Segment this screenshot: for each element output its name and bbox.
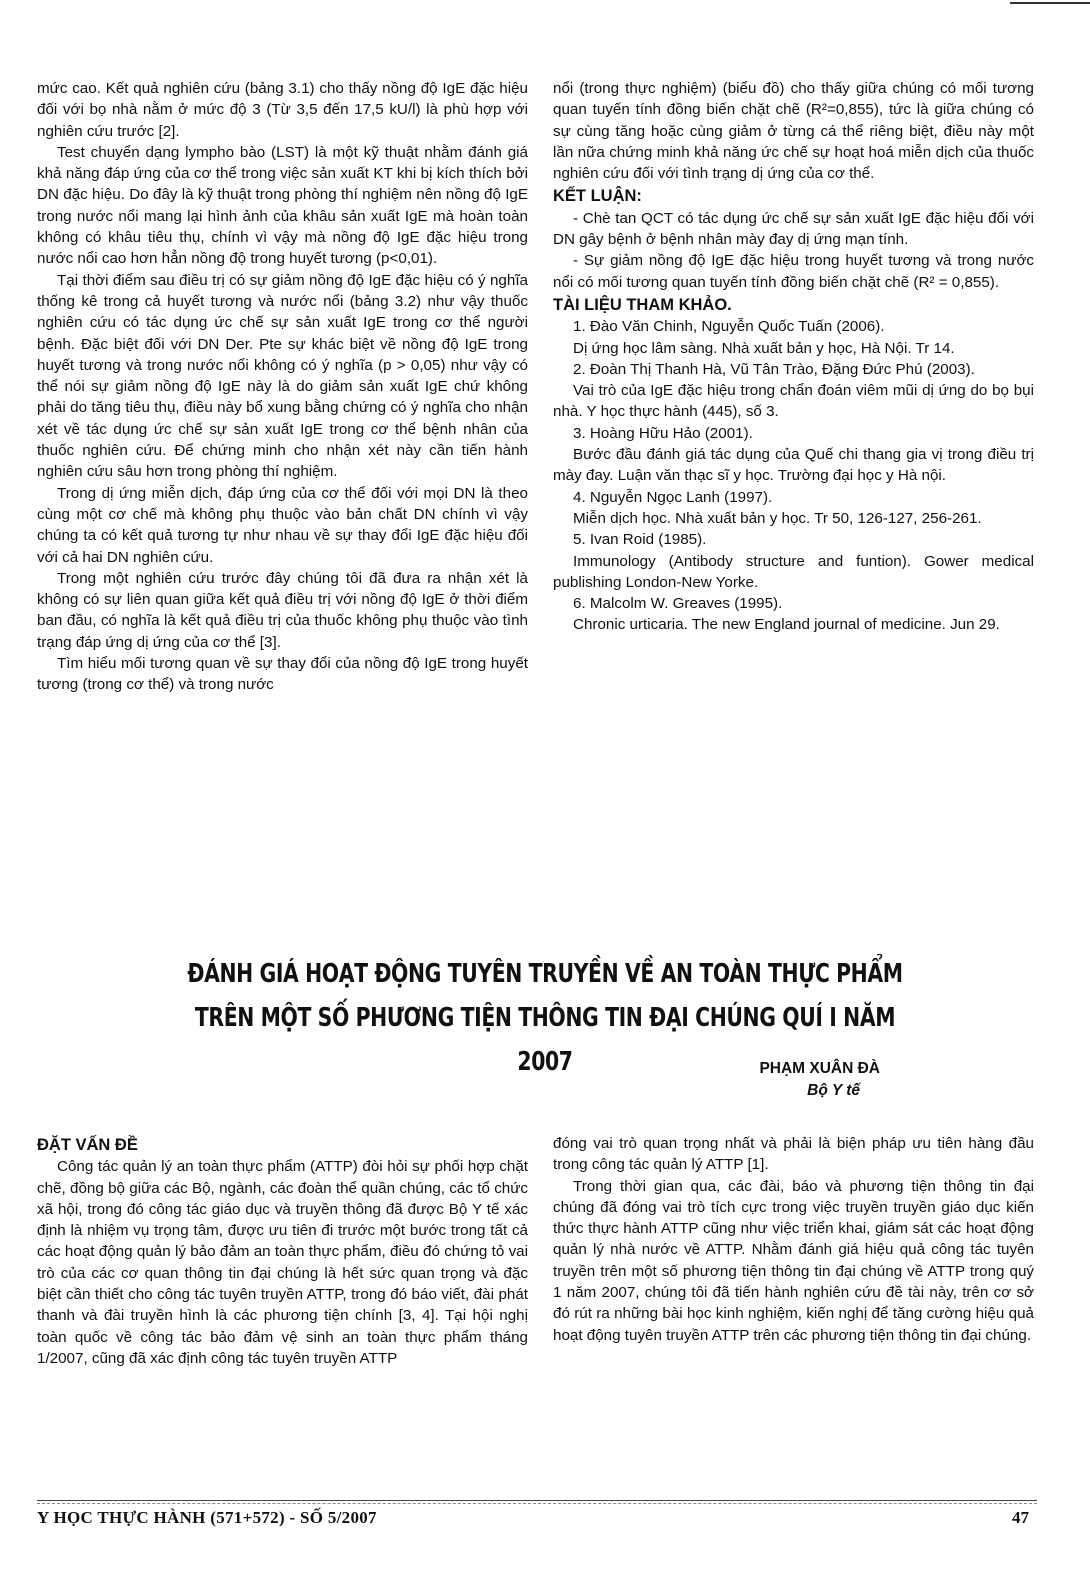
paragraph: Trong thời gian qua, các đài, báo và phương tiện thông tin đại chúng đã đóng vai trò tích cực trong việc truyền truyền giáo dục kiến thức thực hành ATTP cũng như việc triển khai, giám sát các hoạt động quản lý nhà nước về ATTP. Nhằm đánh giá hiệu quả công tác tuyên truyền trên một số phương tiện thông tin đại chúng về ATTP trong quý 1 năm 2007, chúng tôi đã tiến hành nghiên cứu đề tài này, trên cơ sở đó rút ra những bài học kinh nghiệm, kiến nghị để tăng cường hiệu quả hoạt động tuyên truyền ATTP trên các phương tiện thông tin đại chúng. [553,1177,1034,1344]
paragraph: Tại thời điểm sau điều trị có sự giảm nồng độ IgE đặc hiệu có ý nghĩa thống kê trong cả huyết tương và nước nổi (bảng 3.2) như vậy thuốc nghiên cứu có tác dụng ức chế sự sản xuất IgE trong cơ thể người bệnh. Đặc biệt đối với DN Der. Pte sự khác biệt về nồng độ IgE trong huyết tương và trong nước nổi không có ý nghĩa (p > 0,05) như vậy có thể nói sự giảm nồng độ IgE này là do giảm sản xuất IgE chứ không phải do tăng tiêu thụ, điều này bổ xung bằng chứng có ý nghĩa cho nhận xét về tác dụng ức chế sự sản xuất IgE trong cơ thể bệnh nhân của thuốc nghiên cứu. Để chứng minh cho nhận xét này cần tiến hành nghiên cứu sâu hơn trong phòng thí nghiệm. [37,271,528,481]
reference-head: 4. Nguyễn Ngọc Lanh (1997). [573,488,773,506]
reference-body: Immunology (Antibody structure and funtion). Gower medical publishing London-New Yorke. [553,552,1034,591]
paragraph: Test chuyển dạng lympho bào (LST) là một kỹ thuật nhằm đánh giá khả năng đáp ứng của cơ thể trong việc sản xuất KT khi bị kích thích bởi DN đặc hiệu. Do đây là kỹ thuật trong phòng thí nghiệm nên nồng độ IgE trong nước nổi mang lại hình ảnh của khâu sản xuất IgE mà hoàn toàn không có khâu tiêu thụ, chính vì vậy mà nồng độ IgE đặc hiệu trong nước nổi cao hơn hẳn nồng độ trong huyết tương (p<0,01). [37,143,528,268]
reference-body: Miễn dịch học. Nhà xuất bản y học. Tr 50, 126-127, 256-261. [573,509,982,527]
reference-head: 1. Đào Văn Chinh, Nguyễn Quốc Tuấn (2006). [573,318,885,336]
conclusion-item: - Chè tan QCT có tác dụng ức chế sự sản xuất IgE đặc hiệu đối với DN gây bệnh ở bệnh nhân mày đay dị ứng mạn tính. [553,209,1034,249]
journal-footer: Y HỌC THỰC HÀNH (571+572) - SỐ 5/2007 [37,1508,377,1527]
reference-body: Bước đầu đánh giá tác dụng của Quế chi thang gia vị trong điều trị mày đay. Luận văn thạc sĩ y học. Trường đại học y Hà nội. [553,446,1034,485]
author-affiliation: Bộ Y tế [807,1082,860,1099]
reference-head: 2. Đoàn Thị Thanh Hà, Vũ Tân Trào, Đặng Đức Phú (2003). [573,360,975,378]
footer-rule [37,1500,1037,1501]
references-heading: TÀI LIỆU THAM KHẢO. [553,295,732,314]
reference-head: 6. Malcolm W. Greaves (1995). [573,595,783,613]
paragraph: nổi (trong thực nghiệm) (biểu đồ) cho thấy giữa chúng có mối tương quan tuyến tính đồng biến chặt chẽ (R²=0,855), tức là giữa chúng có sự cùng tăng hoặc cùng giảm ở từng cá thể riêng biệt, điều này một lần nữa chứng minh khả năng ức chế sự hoạt hoá miễn dịch của thuốc nghiên cứu đối với tình trạng dị ứng của cơ thể. [553,80,1034,183]
conclusion-item: - Sự giảm nồng độ IgE đặc hiệu trong huyết tương và trong nước nổi có mối tương quan tuyến tính đồng biến chặt chẽ (R² = 0,855). [553,252,1034,291]
top-rule [1010,2,1090,4]
paragraph: Công tác quản lý an toàn thực phẩm (ATTP) đòi hỏi sự phối hợp chặt chẽ, đồng bộ giữa các Bộ, ngành, các đoàn thể quần chúng, các tổ chức xã hội, trong đó công tác giáo dục và truyền thông đã được Bộ Y tế xác định là nhiệm vụ trọng tâm, được ưu tiên đi trước một bước trong tất cả các hoạt động quản lý bảo đảm an toàn thực phẩm, điều đó chứng tỏ vai trò của các cơ quan thông tin đại chúng là hết sức quan trọng và đặc biệt cần thiết cho công tác tuyên truyền ATTP, trong đó báo viết, đài phát thanh và đài truyền hình là các phương tiện chính [3, 4]. Tại hội nghị toàn quốc về công tác bảo đảm vệ sinh an toàn thực phẩm tháng 1/2007, cũng đã xác định công tác tuyên truyền ATTP [37,1158,528,1367]
paragraph: đóng vai trò quan trọng nhất và phải là biện pháp ưu tiên hàng đầu trong công tác quản lý ATTP [1]. [553,1135,1034,1174]
article-right-column [553,1133,1034,1346]
reference-body: Dị ứng học lâm sàng. Nhà xuất bản y học, Hà Nội. Tr 14. [573,339,955,357]
author-block [759,1058,880,1102]
reference-body: Chronic urticaria. The new England journal of medicine. Jun 29. [573,616,1000,634]
title-line-2: TRÊN MỘT SỐ PHƯƠNG TIỆN THÔNG TIN ĐẠI CHÚNG QUÍ I NĂM 2007 [194,1003,896,1077]
conclusion-heading: KẾT LUẬN: [553,187,642,206]
right-column [553,78,1034,636]
author-name: PHẠM XUÂN ĐÀ [759,1060,880,1077]
paragraph: Tìm hiểu mối tương quan về sự thay đổi của nồng độ IgE trong huyết tương (trong cơ thể) và trong nước [37,655,528,694]
references-list [553,316,1034,635]
title-line-1: ĐÁNH GIÁ HOẠT ĐỘNG TUYÊN TRUYỀN VỀ AN TOÀN THỰC PHẨM [187,959,903,989]
reference-body: Vai trò của IgE đặc hiệu trong chẩn đoán viêm mũi dị ứng do bọ bụi nhà. Y học thực hành (445), số 3. [553,382,1034,421]
article-left-column [37,1133,528,1369]
reference-head: 5. Ivan Roid (1985). [573,531,707,549]
reference-head: 3. Hoàng Hữu Hảo (2001). [573,424,753,442]
left-column [37,78,528,696]
section-heading: ĐẶT VẤN ĐỀ [37,1136,138,1154]
footer-rule-dashed [37,1503,1037,1504]
page-number: 47 [1012,1508,1029,1527]
paragraph: mức cao. Kết quả nghiên cứu (bảng 3.1) cho thấy nồng độ IgE đặc hiệu đối với bọ nhà nằm ở mức độ 3 (Từ 3,5 đến 17,5 kU/l) là phù hợp với nghiên cứu trước [2]. [37,80,528,140]
paragraph: Trong dị ứng miễn dịch, đáp ứng của cơ thể đối với mọi DN là theo cùng một cơ chế mà không phụ thuộc vào bản chất DN chính vì vậy chúng ta có kết quả tương tự như nhau về sự thay đổi IgE đặc hiệu đối với cả hai DN nghiên cứu. [37,484,528,566]
paragraph: Trong một nghiên cứu trước đây chúng tôi đã đưa ra nhận xét là không có sự liên quan giữa kết quả điều trị với nồng độ IgE ở thời điểm ban đầu, có nghĩa là kết quả điều trị của thuốc không phụ thuộc vào tình trạng đáp ứng dị ứng của cơ thể [3]. [37,569,528,651]
